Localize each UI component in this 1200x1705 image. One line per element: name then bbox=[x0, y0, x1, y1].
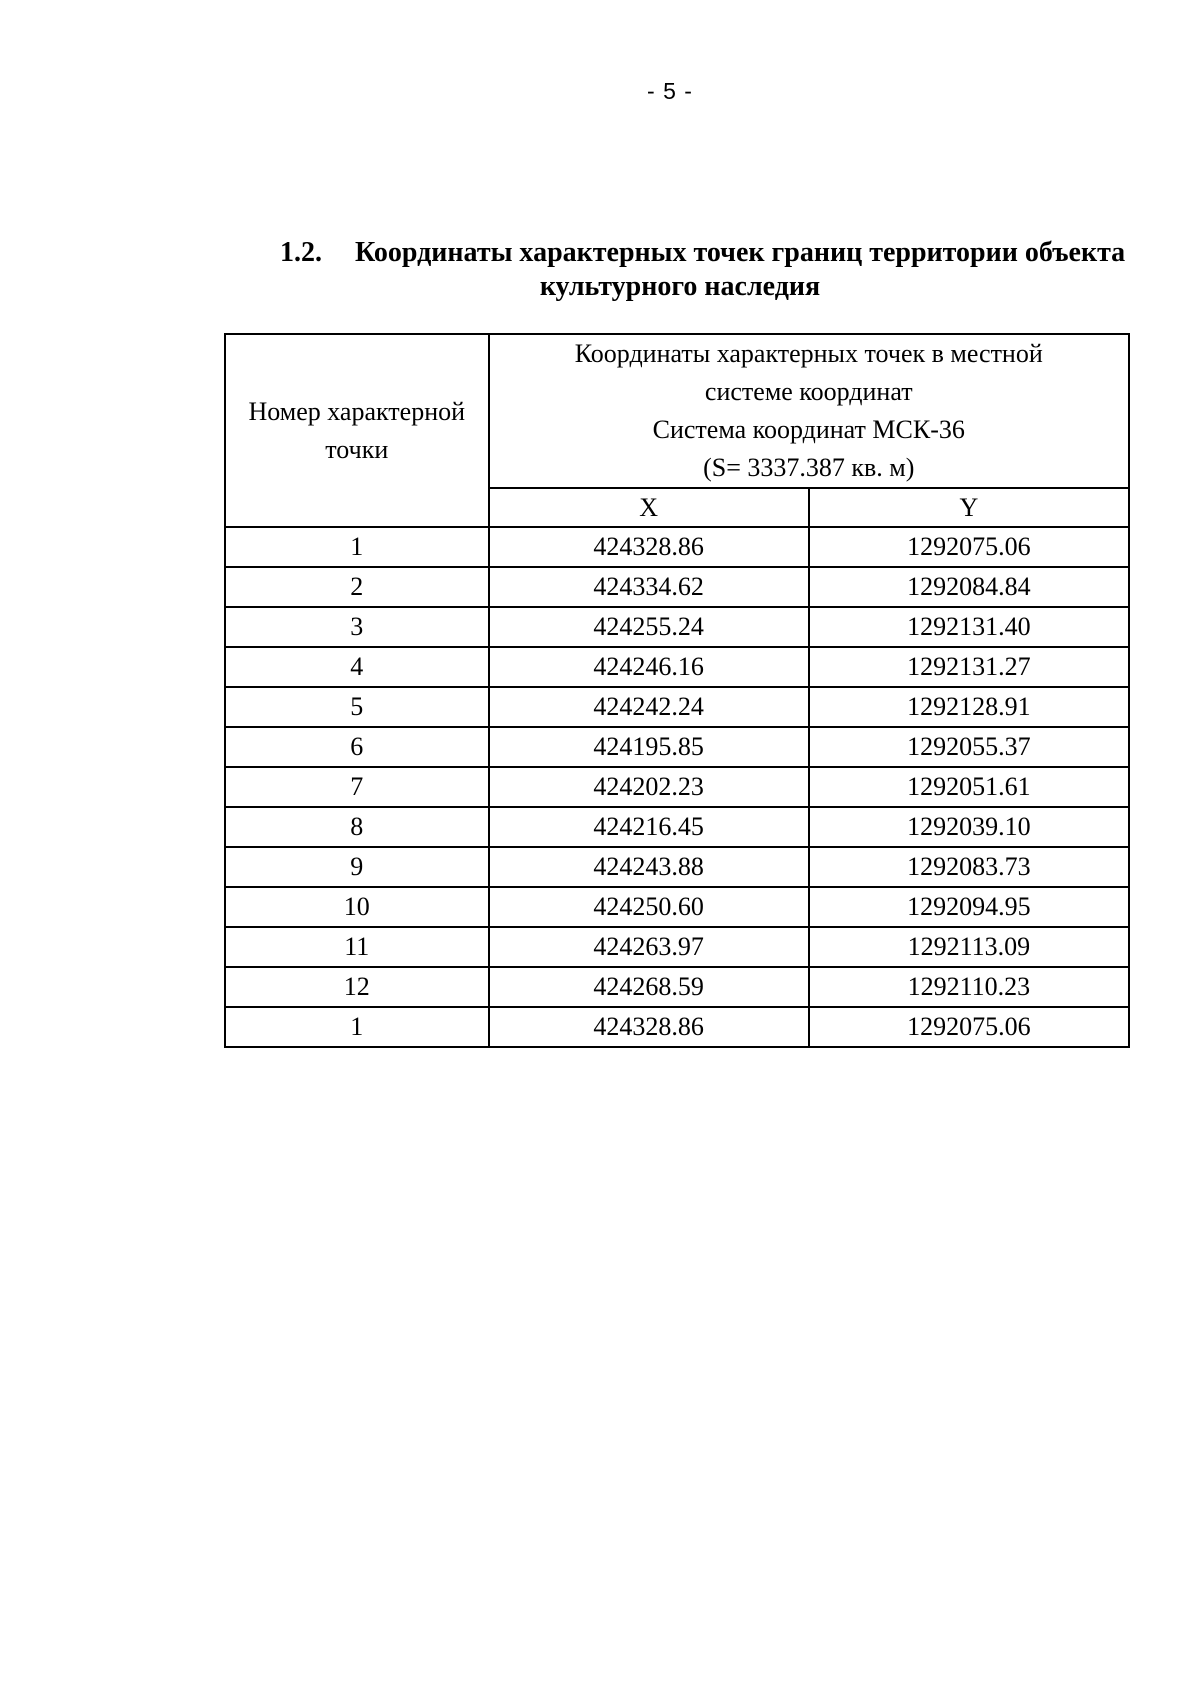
point-number-cell: 10 bbox=[225, 887, 489, 927]
section-title-line2: культурного наследия bbox=[539, 271, 821, 302]
point-number-cell: 12 bbox=[225, 967, 489, 1007]
table-row bbox=[225, 967, 1129, 1007]
y-coordinate-cell: 1292075.06 bbox=[809, 1007, 1129, 1047]
section-title-line1: Координаты характерных точек границ территории объекта bbox=[355, 237, 1126, 268]
y-coordinate-cell: 1292051.61 bbox=[809, 767, 1129, 807]
x-coordinate-cell: 424242.24 bbox=[489, 687, 809, 727]
y-coordinate-cell: 1292083.73 bbox=[809, 847, 1129, 887]
page-number: - 5 - bbox=[647, 78, 693, 104]
coordinates-group-header-line: Координаты характерных точек в местной bbox=[574, 339, 1043, 368]
table-row bbox=[225, 847, 1129, 887]
point-number-cell: 5 bbox=[225, 687, 489, 727]
table-row bbox=[225, 567, 1129, 607]
coordinates-group-header-line: системе координат bbox=[704, 377, 913, 406]
section-heading bbox=[280, 236, 1140, 304]
point-number-cell: 2 bbox=[225, 567, 489, 607]
section-heading-line1 bbox=[280, 236, 1140, 270]
point-number-cell: 11 bbox=[225, 927, 489, 967]
y-coordinate-cell: 1292075.06 bbox=[809, 527, 1129, 567]
y-coordinate-cell: 1292039.10 bbox=[809, 807, 1129, 847]
x-coordinate-cell: 424328.86 bbox=[489, 527, 809, 567]
table-row bbox=[225, 1007, 1129, 1047]
y-coordinate-cell: 1292055.37 bbox=[809, 727, 1129, 767]
coordinates-table-body bbox=[225, 527, 1129, 1047]
table-row bbox=[225, 687, 1129, 727]
point-number-header-line: точки bbox=[325, 434, 389, 464]
point-number-cell: 1 bbox=[225, 1007, 489, 1047]
table-row bbox=[225, 807, 1129, 847]
coordinates-group-header bbox=[489, 334, 1129, 488]
x-coordinate-cell: 424263.97 bbox=[489, 927, 809, 967]
x-coordinate-cell: 424195.85 bbox=[489, 727, 809, 767]
table-row bbox=[225, 767, 1129, 807]
point-number-cell: 1 bbox=[225, 527, 489, 567]
point-number-cell: 7 bbox=[225, 767, 489, 807]
x-column-header: X bbox=[489, 488, 809, 527]
table-row bbox=[225, 607, 1129, 647]
point-number-header bbox=[225, 334, 489, 527]
y-coordinate-cell: 1292084.84 bbox=[809, 567, 1129, 607]
x-coordinate-cell: 424243.88 bbox=[489, 847, 809, 887]
x-coordinate-cell: 424216.45 bbox=[489, 807, 809, 847]
coordinates-group-header-line: (S= 3337.387 кв. м) bbox=[703, 453, 915, 482]
point-number-cell: 4 bbox=[225, 647, 489, 687]
point-number-cell: 3 bbox=[225, 607, 489, 647]
x-coordinate-cell: 424246.16 bbox=[489, 647, 809, 687]
y-coordinate-cell: 1292110.23 bbox=[809, 967, 1129, 1007]
y-coordinate-cell: 1292131.27 bbox=[809, 647, 1129, 687]
y-coordinate-cell: 1292128.91 bbox=[809, 687, 1129, 727]
point-number-cell: 6 bbox=[225, 727, 489, 767]
x-coordinate-cell: 424268.59 bbox=[489, 967, 809, 1007]
y-coordinate-cell: 1292131.40 bbox=[809, 607, 1129, 647]
point-number-cell: 8 bbox=[225, 807, 489, 847]
table-row bbox=[225, 527, 1129, 567]
x-coordinate-cell: 424255.24 bbox=[489, 607, 809, 647]
point-number-cell: 9 bbox=[225, 847, 489, 887]
coordinates-table bbox=[224, 333, 1130, 1048]
table-row bbox=[225, 927, 1129, 967]
section-number: 1.2. bbox=[280, 237, 322, 268]
y-coordinate-cell: 1292094.95 bbox=[809, 887, 1129, 927]
coordinates-group-header-line: Система координат МСК-36 bbox=[652, 415, 965, 444]
x-coordinate-cell: 424202.23 bbox=[489, 767, 809, 807]
table-row bbox=[225, 647, 1129, 687]
point-number-header-line: Номер характерной bbox=[248, 396, 466, 426]
table-row bbox=[225, 887, 1129, 927]
x-coordinate-cell: 424250.60 bbox=[489, 887, 809, 927]
table-row bbox=[225, 727, 1129, 767]
x-coordinate-cell: 424334.62 bbox=[489, 567, 809, 607]
x-coordinate-cell: 424328.86 bbox=[489, 1007, 809, 1047]
y-coordinate-cell: 1292113.09 bbox=[809, 927, 1129, 967]
y-column-header: Y bbox=[809, 488, 1129, 527]
